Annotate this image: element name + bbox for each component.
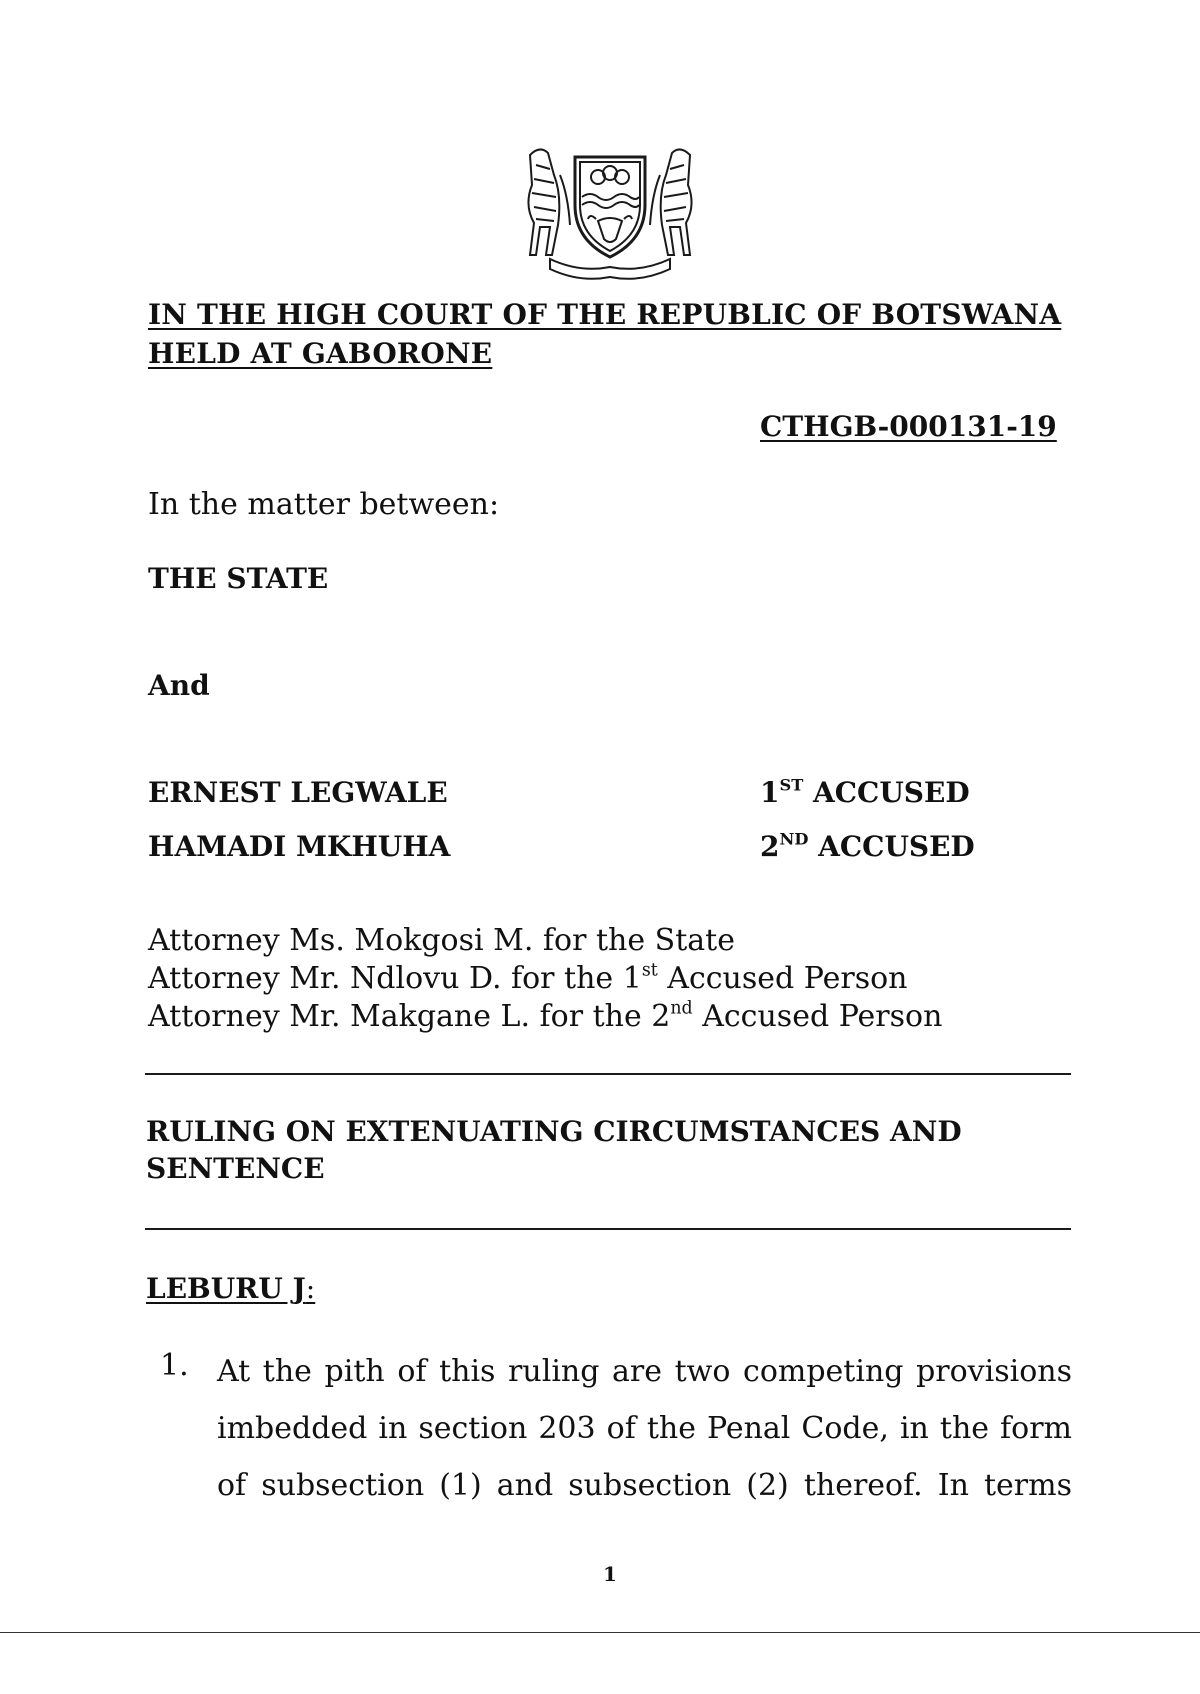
matter-intro: In the matter between: (148, 487, 500, 522)
party-conjunction: And (148, 669, 210, 702)
ruling-title: RULING ON EXTENUATING CIRCUMSTANCES AND SENTENCE (146, 1115, 962, 1185)
coat-of-arms-icon (510, 135, 710, 285)
paragraph-line: At the pith of this ruling are two competing provisions (217, 1354, 1072, 1389)
attorney-line: Attorney Mr. Makgane L. for the 2nd Accused Person (148, 998, 943, 1034)
page-number: 1 (603, 1562, 617, 1586)
attorney-line: Attorney Mr. Ndlovu D. for the 1st Accused Person (148, 960, 908, 996)
accused-2-role: 2ND ACCUSED (760, 829, 975, 863)
paragraph-line: of subsection (1) and subsection (2) thereof. In terms (217, 1468, 1072, 1503)
complainant-name: THE STATE (148, 562, 329, 595)
court-location-heading: HELD AT GABORONE (148, 337, 493, 370)
attorney-line: Attorney Ms. Mokgosi M. for the State (148, 923, 735, 958)
divider (145, 1228, 1071, 1230)
divider (145, 1073, 1071, 1075)
court-name-heading: IN THE HIGH COURT OF THE REPUBLIC OF BOTSWANA (148, 298, 1062, 331)
paragraph-text (217, 1343, 1072, 1514)
judge-name: LEBURU J: (146, 1272, 316, 1305)
accused-2-name: HAMADI MKHUHA (148, 830, 451, 863)
page-edge-line (0, 1632, 1200, 1633)
accused-1-name: ERNEST LEGWALE (148, 776, 448, 809)
case-number: CTHGB-000131-19 (760, 410, 1057, 443)
accused-1-role: 1ST ACCUSED (760, 775, 970, 809)
paragraph-line: imbedded in section 203 of the Penal Code, in the form (217, 1411, 1072, 1446)
paragraph-number: 1. (160, 1348, 189, 1383)
